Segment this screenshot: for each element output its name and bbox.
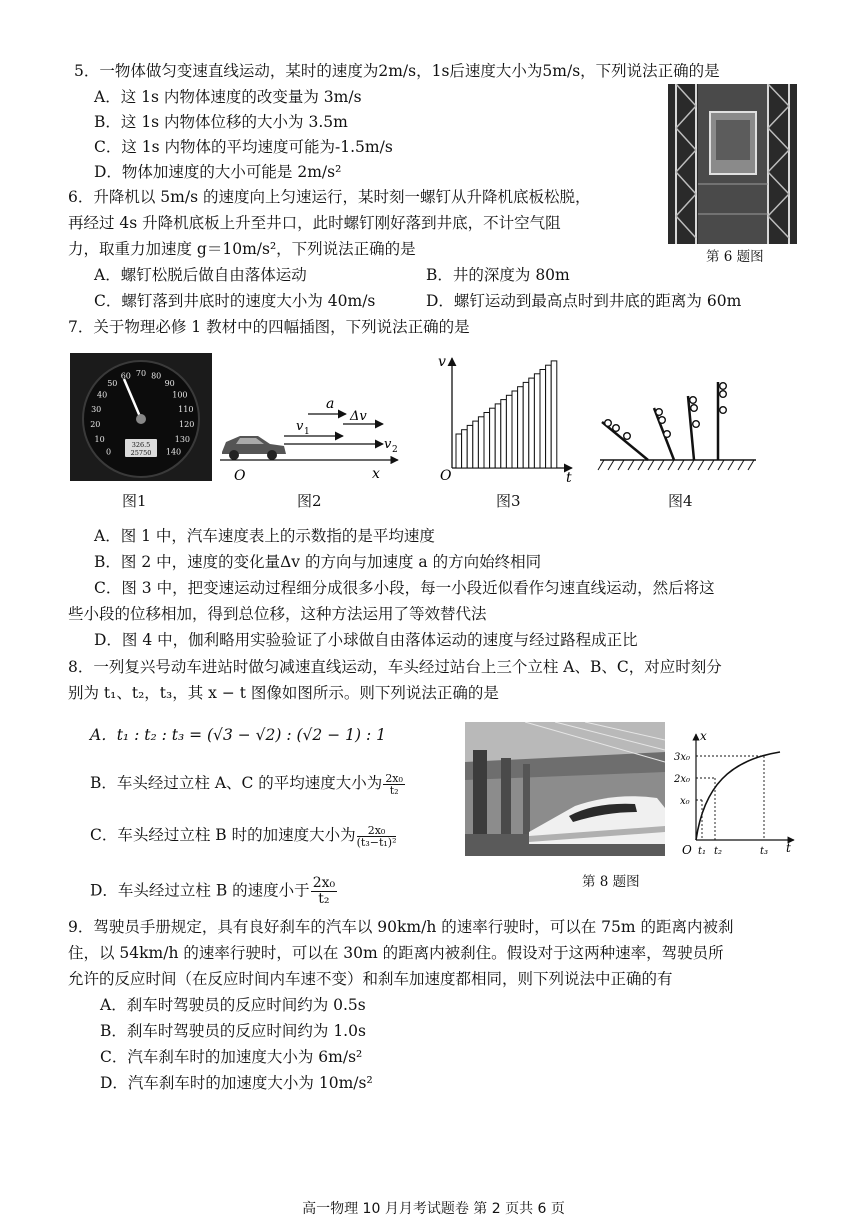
q8-option-d-text: D．车头经过立柱 B 的速度小于	[90, 881, 310, 900]
q6-figure-caption: 第 6 题图	[706, 249, 764, 265]
xt-tick-t2: t₂	[714, 846, 723, 857]
xt-tick-2x0: 2x₀	[674, 774, 691, 785]
fig3-step-bar	[529, 378, 535, 468]
q6-option-c: C．螺钉落到井底时的速度大小为 40m/s	[94, 292, 376, 310]
fig2-origin: O	[234, 468, 246, 484]
q8-option-d-num: 2x₀	[312, 875, 336, 891]
fig4-label: 图4	[668, 492, 693, 510]
q8-option-c	[90, 824, 397, 848]
speedo-tick-label: 10	[94, 435, 105, 444]
q8-option-b-text: B．车头经过立柱 A、C 的平均速度大小为	[90, 774, 383, 792]
fig3-step-bar	[518, 387, 524, 468]
fig3-step-bar	[478, 417, 484, 468]
q6-option-a: A．螺钉松脱后做自由落体运动	[94, 266, 307, 284]
fig2-accel-label: a	[326, 396, 335, 412]
speedo-tick-label: 90	[164, 379, 175, 388]
fig3-step-bar	[462, 430, 468, 468]
q5-stem: 5．一物体做匀变速直线运动，某时的速度为2m/s，1s后速度大小为5m/s，下列说法正确的是	[74, 62, 720, 80]
q9-stem-line3: 允许的反应时间（在反应时间内车速不变）和刹车加速度都相同，则下列说法中正确的有	[68, 970, 673, 988]
fig3-label: 图3	[496, 492, 521, 510]
xt-tick-t1: t₁	[698, 846, 707, 857]
q8-option-c-fraction	[357, 825, 397, 848]
fig3-step-bar	[551, 361, 557, 468]
q6-option-b: B．井的深度为 80m	[426, 266, 570, 284]
fig3-vt-graph	[432, 350, 582, 486]
fig3-step-bar	[456, 434, 462, 468]
q9-option-d: D．汽车刹车时的加速度大小为 10m/s²	[100, 1074, 373, 1092]
q9-stem-line1: 9．驾驶员手册规定，具有良好刹车的汽车以 90km/h 的速率行驶时，可以在 75m 的距离内被刹	[68, 918, 734, 936]
q8-option-b	[90, 772, 406, 796]
fig2-v1-label: v	[296, 419, 304, 434]
xt-origin: O	[682, 843, 692, 857]
q7-option-c-line1: C．图 3 中，把变速运动过程细分成很多小段，每一小段近似看作匀速直线运动，然后将这	[94, 579, 715, 597]
fig3-step-bar	[523, 382, 529, 468]
fig3-step-bar	[495, 404, 501, 468]
q7-option-c-line2: 些小段的位移相加，得到总位移，这种方法运用了等效替代法	[68, 605, 487, 623]
q8-option-c-text: C．车头经过立柱 B 时的加速度大小为	[90, 826, 356, 844]
fig4-inclines	[596, 378, 760, 478]
q8-option-c-num: 2x₀	[357, 825, 397, 837]
q5-option-d: D．物体加速度的大小可能是 2m/s²	[94, 163, 342, 181]
fig2-v1-sub: 1	[304, 427, 310, 437]
q7-option-d: D．图 4 中，伽利略用实验验证了小球做自由落体运动的速度与经过路程成正比	[94, 631, 638, 649]
fig1-label: 图1	[122, 492, 147, 510]
odometer-trip: 326.5	[131, 441, 151, 449]
q9-option-a: A．刹车时驾驶员的反应时间约为 0.5s	[100, 996, 366, 1014]
q8-option-a: A．t₁ : t₂ : t₃ = (√3 − √2) : (√2 − 1) : 1	[90, 726, 386, 744]
speedo-tick-label: 100	[172, 390, 188, 400]
xt-graph	[668, 730, 798, 860]
q8-option-b-num: 2x₀	[385, 771, 403, 785]
fig2-x-label: x	[372, 466, 380, 482]
fig3-step-bar	[467, 425, 473, 468]
speedo-tick-label: 110	[178, 404, 194, 414]
q6-stem-line1: 6．升降机以 5m/s 的速度向上匀速运行，某时刻一螺钉从升降机底板松脱，	[68, 188, 591, 206]
fig2-car-vectors	[218, 380, 418, 486]
fig3-step-bar	[534, 374, 540, 468]
fig3-step-bar	[506, 395, 512, 468]
q8-option-b-fraction	[383, 773, 405, 796]
page-footer: 高一物理 10 月月考试题卷 第 2 页共 6 页	[302, 1201, 565, 1217]
speedo-tick-label: 120	[179, 420, 195, 430]
speedo-tick-label: 20	[90, 420, 101, 430]
speedo-tick-label: 40	[97, 390, 108, 400]
q8-stem-line2: 别为 t₁、t₂，t₃，其 x − t 图像如图所示。则下列说法正确的是	[68, 684, 499, 702]
speedo-tick-label: 130	[174, 435, 191, 444]
q9-stem-line2: 住，以 54km/h 的速率行驶时，可以在 30m 的距离内被刹住。假设对于这两种速率，驾驶员所	[68, 944, 724, 962]
xt-t-label: t	[786, 841, 791, 855]
speedo-tick-label: 70	[135, 369, 147, 378]
speedo-tick-label: 50	[107, 379, 118, 388]
fig3-step-bar	[540, 370, 546, 469]
fig2-label: 图2	[297, 492, 322, 510]
q7-option-a: A．图 1 中，汽车速度表上的示数指的是平均速度	[94, 527, 435, 545]
q9-option-b: B．刹车时驾驶员的反应时间约为 1.0s	[100, 1022, 366, 1040]
q8-figure-caption: 第 8 题图	[582, 874, 640, 890]
q7-stem: 7．关于物理必修 1 教材中的四幅插图，下列说法正确的是	[68, 318, 470, 336]
speedo-tick-label: 140	[165, 447, 182, 457]
q6-option-d: D．螺钉运动到最高点时到井底的距离为 60m	[426, 292, 742, 310]
fig2-v2-label: v	[384, 437, 392, 452]
xt-tick-3x0: 3x₀	[674, 752, 691, 763]
fig3-step-bar	[490, 408, 496, 468]
q8-option-d	[90, 876, 338, 907]
speedo-tick-label: 30	[91, 404, 102, 414]
fig3-step-bar	[473, 421, 479, 468]
speedo-tick-label: 0	[105, 447, 112, 457]
q5-option-b: B．这 1s 内物体位移的大小为 3.5m	[94, 113, 348, 131]
q8-option-b-den: t₂	[389, 783, 399, 797]
elevator-photo	[668, 84, 797, 244]
q5-option-a: A．这 1s 内物体速度的改变量为 3m/s	[94, 88, 362, 106]
q6-stem-line2: 再经过 4s 升降机底板上升至井口，此时螺钉刚好落到井底，不计空气阻	[68, 214, 561, 232]
speedo-tick-label: 80	[151, 371, 162, 381]
q9-option-c: C．汽车刹车时的加速度大小为 6m/s²	[100, 1048, 363, 1066]
q8-option-d-den: t₂	[318, 891, 330, 907]
xt-x-label: x	[700, 730, 707, 743]
q8-option-c-den: (t₃−t₁)²	[356, 835, 397, 849]
speedo-tick-label: 60	[120, 371, 131, 381]
fig3-step-bar	[512, 391, 518, 468]
train-photo	[465, 722, 665, 856]
fig3-step-bar	[546, 365, 552, 468]
fig2-dv-label: Δv	[350, 409, 367, 424]
fig3-step-bar	[501, 400, 507, 468]
q8-stem-line1: 8．一列复兴号动车进站时做匀减速直线运动，车头经过站台上三个立柱 A、B、C，对应时刻分	[68, 658, 722, 676]
fig3-step-bar	[484, 413, 490, 469]
odometer-total: 25750	[130, 449, 152, 457]
xt-tick-t3: t₃	[760, 846, 769, 857]
fig3-t-label: t	[566, 470, 572, 486]
q6-stem-line3: 力，取重力加速度 g＝10m/s²，下列说法正确的是	[68, 240, 416, 258]
q7-option-b: B．图 2 中，速度的变化量Δv 的方向与加速度 a 的方向始终相同	[94, 553, 542, 571]
xt-tick-x0: x₀	[680, 796, 690, 807]
fig2-v2-sub: 2	[392, 445, 398, 455]
car-icon	[222, 436, 286, 460]
fig3-v-label: v	[438, 354, 446, 370]
q5-option-c: C．这 1s 内物体的平均速度可能为-1.5m/s	[94, 138, 393, 156]
fig3-origin: O	[440, 468, 452, 484]
q8-option-d-fraction	[311, 876, 337, 907]
fig1-speedometer	[70, 353, 212, 481]
